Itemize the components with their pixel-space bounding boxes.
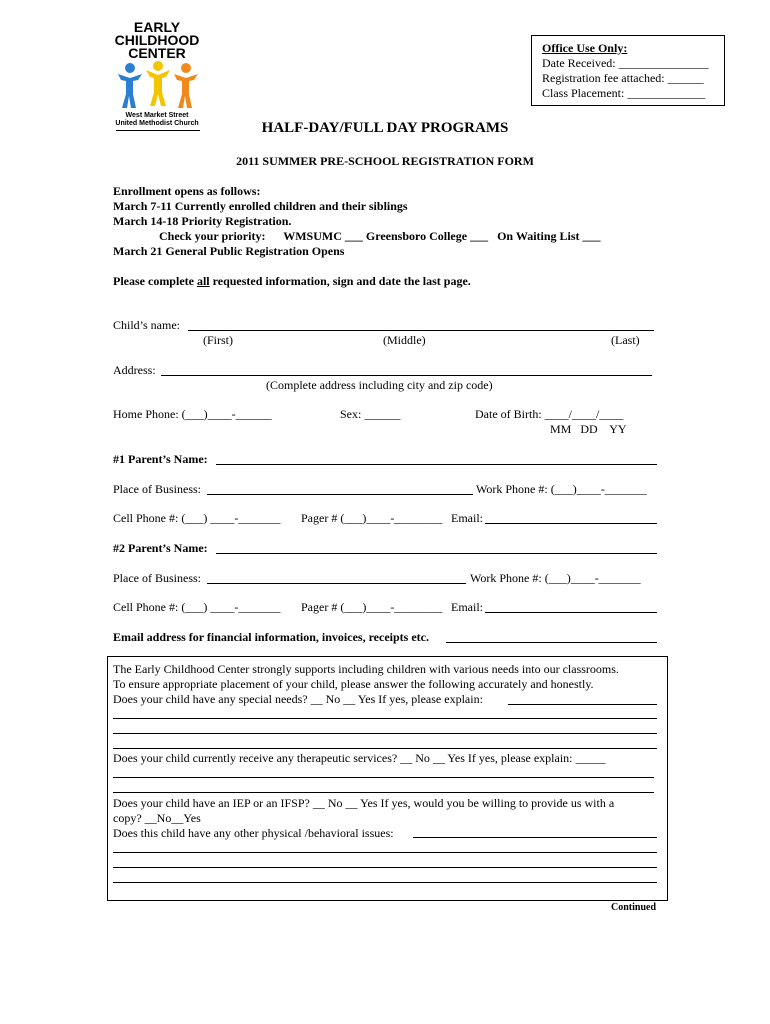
logo-line-center: CENTER: [128, 45, 186, 61]
logo-sub-street: West Market Street: [125, 112, 189, 119]
behavioral-issues-question: Does this child have any other physical /behavioral issues:: [113, 826, 394, 840]
continued-note: Continued: [611, 902, 657, 913]
special-needs-answer-line-1[interactable]: [113, 718, 657, 719]
instructions-emphasis: all: [196, 274, 210, 288]
enrollment-heading: Enrollment opens as follows:: [113, 184, 261, 198]
priority-checkboxes[interactable]: Check your priority: WMSUMC ___ Greensboro College ___ On Waiting List ___: [159, 229, 601, 243]
instructions: [113, 274, 471, 289]
enrollment-line-1: March 7-11 Currently enrolled children and their siblings: [113, 199, 408, 213]
parent1-business-field[interactable]: [207, 494, 473, 495]
date-of-birth-hint: MM DD YY: [550, 422, 627, 436]
parent1-work-phone-field[interactable]: Work Phone #: (___)____-_______: [476, 482, 647, 496]
behavioral-issues-field[interactable]: [413, 837, 657, 838]
child-name-label: Child’s name:: [113, 318, 180, 332]
first-name-hint: (First): [203, 333, 233, 347]
parent1-email-field[interactable]: [485, 523, 657, 524]
behavioral-answer-line-1[interactable]: [113, 852, 657, 853]
date-of-birth-field[interactable]: Date of Birth: ____/____/____: [475, 407, 624, 421]
office-use-title: Office Use Only:: [542, 41, 628, 55]
special-needs-answer-line-3[interactable]: [113, 748, 657, 749]
enrollment-line-2: March 14-18 Priority Registration.: [113, 214, 292, 228]
parent1-name-field[interactable]: [216, 464, 657, 465]
sex-field[interactable]: Sex: ______: [340, 407, 401, 421]
parent2-name-field[interactable]: [216, 553, 657, 554]
parent1-cell-phone-field[interactable]: Cell Phone #: (___) ____-_______: [113, 511, 281, 525]
parent2-email-label: Email:: [451, 600, 483, 614]
needs-intro-2: To ensure appropriate placement of your child, please answer the following accurately and honestly.: [113, 677, 594, 691]
parent2-email-field[interactable]: [485, 612, 657, 613]
special-needs-explain-field[interactable]: [508, 704, 657, 705]
behavioral-answer-line-2[interactable]: [113, 867, 657, 868]
parent2-pager-field[interactable]: Pager # (___)____-________: [301, 600, 443, 614]
parent2-work-phone-field[interactable]: Work Phone #: (___)____-_______: [470, 571, 641, 585]
address-label: Address:: [113, 363, 156, 377]
therapeutic-services-question[interactable]: Does your child currently receive any therapeutic services? __ No __ Yes If yes, please explain: _____: [113, 751, 606, 765]
last-name-hint: (Last): [611, 333, 640, 347]
child-name-field[interactable]: [188, 330, 654, 331]
form-subtitle: 2011 SUMMER PRE-SCHOOL REGISTRATION FORM: [236, 154, 534, 168]
parent2-name-label: #2 Parent’s Name:: [113, 541, 208, 555]
class-placement-field[interactable]: Class Placement: _____________: [542, 86, 706, 100]
early-childhood-center-logo: [112, 20, 202, 132]
therapeutic-answer-line-1[interactable]: [113, 777, 654, 778]
registration-fee-field[interactable]: Registration fee attached: ______: [542, 71, 704, 85]
office-use-box: [531, 35, 725, 106]
therapeutic-answer-line-2[interactable]: [113, 792, 654, 793]
children-figures-icon: [116, 60, 200, 110]
iep-copy-question[interactable]: copy? __No__Yes: [113, 811, 201, 825]
parent2-business-label: Place of Business:: [113, 571, 201, 585]
financial-email-field[interactable]: [446, 642, 657, 643]
address-field[interactable]: [161, 375, 652, 376]
date-received-field[interactable]: Date Received: _______________: [542, 56, 709, 70]
logo-line-early: EARLY: [133, 19, 181, 35]
address-hint: (Complete address including city and zip code): [266, 378, 493, 392]
behavioral-answer-line-3[interactable]: [113, 882, 657, 883]
instructions-pre: Please complete: [113, 274, 197, 288]
middle-name-hint: (Middle): [383, 333, 426, 347]
financial-email-label: Email address for financial information, invoices, receipts etc.: [113, 630, 429, 644]
parent2-cell-phone-field[interactable]: Cell Phone #: (___) ____-_______: [113, 600, 281, 614]
home-phone-field[interactable]: Home Phone: (___)____-______: [113, 407, 272, 421]
parent1-email-label: Email:: [451, 511, 483, 525]
special-needs-answer-line-2[interactable]: [113, 733, 657, 734]
page-title: HALF-DAY/FULL DAY PROGRAMS: [261, 120, 509, 136]
enrollment-line-4: March 21 General Public Registration Opens: [113, 244, 345, 258]
parent1-name-label: #1 Parent’s Name:: [113, 452, 208, 466]
parent2-business-field[interactable]: [207, 583, 466, 584]
needs-intro-1: The Early Childhood Center strongly supports including children with various needs into our classrooms.: [113, 662, 619, 676]
special-needs-question[interactable]: Does your child have any special needs? __ No __ Yes If yes, please explain:: [113, 692, 483, 706]
parent1-business-label: Place of Business:: [113, 482, 201, 496]
logo-line-childhood: CHILDHOOD: [114, 32, 200, 48]
logo-sub-church: United Methodist Church: [115, 120, 199, 127]
parent1-pager-field[interactable]: Pager # (___)____-________: [301, 511, 443, 525]
instructions-post: requested information, sign and date the last page.: [209, 274, 471, 288]
iep-ifsp-question[interactable]: Does your child have an IEP or an IFSP? __ No __ Yes If yes, would you be willing to provide us with a: [113, 796, 615, 810]
